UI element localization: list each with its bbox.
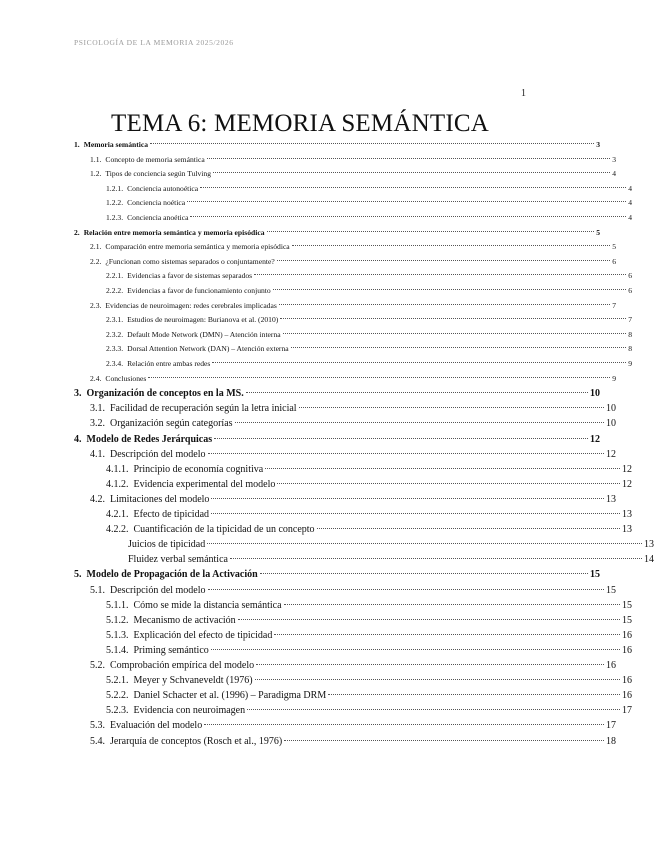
- toc-entry-page: 12: [590, 433, 600, 445]
- toc-entry-number: 2.2.2.: [106, 286, 124, 295]
- toc-entry[interactable]: [0, 569, 600, 580]
- toc-entry-number: 5.4.: [90, 735, 105, 747]
- toc-leader-dots: [214, 438, 588, 439]
- toc-entry-page: 9: [628, 359, 632, 368]
- toc-entry[interactable]: [0, 184, 632, 193]
- toc-entry-label: Dorsal Attention Network (DAN) – Atención externa: [127, 344, 289, 354]
- toc-entry-label: Relación entre ambas redes: [127, 359, 211, 368]
- toc-entry-label: Facilidad de recuperación según la letra inicial: [110, 403, 297, 415]
- toc-entry-page: 17: [622, 705, 632, 717]
- toc-leader-dots: [328, 694, 620, 695]
- toc-leader-dots: [265, 468, 620, 469]
- toc-entry-page: 13: [606, 493, 616, 505]
- toc-leader-dots: [260, 573, 588, 574]
- toc-leader-dots: [235, 422, 604, 423]
- toc-entry-label: Organización según categorías: [110, 418, 233, 430]
- toc-entry-page: 5: [596, 227, 600, 237]
- toc-leader-dots: [284, 604, 620, 605]
- toc-entry-page: 15: [622, 614, 632, 626]
- toc-entry-label: Fluidez verbal semántica: [128, 554, 228, 566]
- toc-entry[interactable]: [0, 418, 616, 429]
- toc-entry-page: 4: [628, 213, 632, 222]
- toc-entry-page: 4: [628, 183, 632, 193]
- toc-leader-dots: [211, 498, 604, 499]
- toc-entry-label: Conciencia anoética: [127, 213, 189, 222]
- toc-entry-page: 12: [622, 463, 632, 475]
- toc-entry[interactable]: [0, 198, 632, 207]
- toc-leader-dots: [317, 528, 620, 529]
- toc-entry-page: 8: [628, 344, 632, 354]
- toc-entry-page: 8: [628, 329, 632, 339]
- toc-entry-page: 15: [622, 599, 632, 611]
- toc-leader-dots: [246, 392, 588, 393]
- toc-entry-label: Memoria semántica: [83, 140, 149, 149]
- toc-leader-dots: [190, 216, 626, 217]
- toc-entry-label: Concepto de memoria semántica: [105, 154, 205, 164]
- toc-entry-label: Conciencia autonoética: [127, 183, 199, 193]
- toc-entry-page: 16: [606, 660, 616, 671]
- toc-entry-number: 4.: [74, 433, 82, 445]
- toc-entry-label: Evidencias a favor de sistemas separados: [127, 271, 253, 281]
- toc-leader-dots: [211, 513, 620, 514]
- toc-entry-number: 5.: [74, 569, 82, 581]
- page-number: 1: [521, 88, 526, 99]
- toc-entry-label: Descripción del modelo: [110, 448, 206, 460]
- toc-entry[interactable]: [0, 228, 600, 237]
- toc-entry-label: ¿Funcionan como sistemas separados o conjuntamente?: [105, 256, 275, 266]
- toc-leader-dots: [274, 634, 620, 635]
- toc-entry[interactable]: [0, 155, 616, 164]
- toc-entry-number: 4.1.2.: [106, 478, 129, 490]
- toc-entry-page: 4: [612, 169, 616, 179]
- toc-leader-dots: [211, 649, 620, 650]
- toc-entry-label: Cómo se mide la distancia semántica: [133, 599, 282, 611]
- toc-entry-number: 1.1.: [90, 154, 102, 164]
- toc-entry-number: 3.2.: [90, 418, 105, 430]
- toc-entry-number: 2.4.: [90, 373, 102, 383]
- toc-entry-number: 5.1.1.: [106, 599, 129, 611]
- toc-entry[interactable]: [0, 615, 632, 626]
- toc-entry-label: Evaluación del modelo: [110, 720, 203, 732]
- toc-entry-number: 2.3.1.: [106, 315, 124, 325]
- toc-entry-number: 2.2.: [90, 256, 102, 266]
- toc-entry-number: 4.2.2.: [106, 524, 129, 536]
- toc-entry-number: 5.1.4.: [106, 644, 129, 656]
- toc-leader-dots: [279, 304, 610, 305]
- toc-entry-label: Evidencias de neuroimagen: redes cerebrales implicadas: [105, 300, 277, 310]
- toc-entry-label: Daniel Schacter et al. (1996) – Paradigma DRM: [133, 690, 327, 702]
- toc-leader-dots: [291, 347, 627, 348]
- toc-entry-page: 18: [606, 735, 616, 747]
- toc-entry-page: 6: [612, 256, 616, 266]
- toc-entry-label: Modelo de Propagación de la Activación: [86, 569, 258, 581]
- toc-entry-page: 16: [622, 629, 632, 641]
- toc-entry[interactable]: [0, 140, 600, 149]
- toc-entry-label: Priming semántico: [133, 644, 209, 656]
- toc-entry-page: 16: [622, 690, 632, 702]
- toc-entry-number: 1.: [74, 140, 80, 149]
- toc-entry[interactable]: [0, 539, 654, 550]
- toc-entry-number: 1.2.2.: [106, 198, 124, 208]
- toc-entry-label: Estudios de neuroimagen: Burianova et al. (2010): [127, 315, 279, 325]
- toc-entry-number: 4.1.1.: [106, 463, 129, 475]
- toc-entry-number: 1.2.1.: [106, 183, 124, 193]
- toc-entry-page: 10: [606, 418, 616, 430]
- toc-leader-dots: [204, 724, 604, 725]
- document-title: TEMA 6: MEMORIA SEMÁNTICA: [111, 110, 489, 137]
- toc-leader-dots: [213, 172, 610, 173]
- toc-entry-label: Meyer y Schvaneveldt (1976): [133, 675, 253, 687]
- toc-leader-dots: [277, 483, 620, 484]
- toc-entry-label: Conclusiones: [105, 373, 147, 383]
- toc-leader-dots: [230, 558, 642, 559]
- toc-entry-label: Evidencia experimental del modelo: [133, 478, 276, 490]
- toc-entry[interactable]: [0, 359, 632, 368]
- toc-entry-page: 16: [622, 644, 632, 656]
- toc-entry-number: 5.1.: [90, 584, 105, 596]
- toc-entry-number: 5.2.1.: [106, 675, 129, 687]
- toc-entry[interactable]: [0, 660, 616, 671]
- toc-entry-label: Efecto de tipicidad: [133, 509, 210, 520]
- toc-entry-page: 6: [628, 286, 632, 295]
- toc-entry-page: 10: [590, 388, 600, 400]
- toc-entry-number: 5.2.: [90, 660, 105, 671]
- toc-entry-label: Cuantificación de la tipicidad de un concepto: [133, 524, 315, 536]
- toc-entry[interactable]: [0, 330, 632, 339]
- toc-entry-page: 13: [622, 524, 632, 536]
- toc-entry-number: 2.3.4.: [106, 359, 124, 368]
- toc-entry-number: 4.2.: [90, 493, 105, 505]
- toc-leader-dots: [238, 619, 620, 620]
- toc-entry-page: 15: [606, 584, 616, 596]
- toc-entry[interactable]: [0, 645, 632, 656]
- toc-entry-page: 4: [628, 198, 632, 208]
- toc-entry-number: 3.1.: [90, 403, 105, 415]
- toc-entry[interactable]: [0, 464, 632, 475]
- toc-entry-number: 5.1.3.: [106, 629, 129, 641]
- toc-leader-dots: [247, 709, 620, 710]
- toc-entry-page: 5: [612, 242, 616, 252]
- toc-entry-label: Explicación del efecto de tipicidad: [133, 629, 273, 641]
- toc-entry-page: 3: [596, 140, 600, 149]
- toc-entry-label: Mecanismo de activación: [133, 614, 236, 626]
- toc-entry-label: Descripción del modelo: [110, 584, 206, 596]
- toc-leader-dots: [208, 453, 604, 454]
- toc-entry-label: Default Mode Network (DMN) – Atención interna: [127, 329, 281, 339]
- running-header: PSICOLOGÍA DE LA MEMORIA 2025/2026: [74, 38, 234, 47]
- toc-entry[interactable]: [0, 271, 632, 280]
- toc-entry[interactable]: [0, 242, 616, 251]
- toc-entry[interactable]: [0, 600, 632, 611]
- toc-entry[interactable]: [0, 286, 632, 295]
- toc-entry-number: 2.3.2.: [106, 329, 124, 339]
- toc-entry-label: Principio de economía cognitiva: [133, 463, 264, 475]
- toc-entry[interactable]: [0, 257, 616, 266]
- toc-leader-dots: [187, 201, 626, 202]
- toc-entry[interactable]: [0, 675, 632, 686]
- toc-entry-page: 16: [622, 675, 632, 687]
- toc-entry[interactable]: [0, 434, 600, 445]
- toc-entry-page: 13: [644, 539, 654, 551]
- toc-entry-number: 1.2.3.: [106, 213, 124, 222]
- toc-entry-page: 15: [590, 569, 600, 581]
- toc-leader-dots: [255, 679, 620, 680]
- toc-entry-page: 14: [644, 554, 654, 566]
- toc-entry[interactable]: [0, 388, 600, 399]
- toc-entry-page: 12: [606, 448, 616, 460]
- toc-leader-dots: [256, 664, 604, 665]
- toc-entry-label: Modelo de Redes Jerárquicas: [86, 433, 213, 445]
- toc-leader-dots: [208, 589, 604, 590]
- toc-entry-label: Comparación entre memoria semántica y memoria episódica: [105, 242, 290, 252]
- toc-entry[interactable]: [0, 479, 632, 490]
- toc-entry[interactable]: [0, 344, 632, 353]
- toc-entry[interactable]: [0, 169, 616, 178]
- toc-entry-label: Juicios de tipicidad: [128, 539, 206, 551]
- toc-entry-page: 9: [612, 373, 616, 383]
- toc-leader-dots: [150, 143, 594, 144]
- toc-leader-dots: [254, 274, 626, 275]
- toc-entry[interactable]: [0, 494, 616, 505]
- toc-entry[interactable]: [0, 554, 654, 565]
- toc-entry-number: 5.1.2.: [106, 614, 129, 626]
- toc-leader-dots: [212, 362, 626, 363]
- toc-entry-label: Evidencia con neuroimagen: [133, 705, 246, 717]
- toc-entry-number: 5.2.3.: [106, 705, 129, 717]
- toc-entry-number: 4.1.: [90, 448, 105, 460]
- toc-entry-label: Organización de conceptos en la MS.: [86, 388, 244, 400]
- toc-entry[interactable]: [0, 524, 632, 535]
- toc-entry-number: 2.3.: [90, 300, 102, 310]
- toc-entry-label: Limitaciones del modelo: [110, 493, 210, 505]
- toc-entry[interactable]: [0, 736, 616, 747]
- toc-entry[interactable]: [0, 213, 632, 222]
- toc-entry[interactable]: [0, 449, 616, 460]
- toc-entry-number: 1.2.: [90, 169, 102, 179]
- toc-entry-label: Comprobación empírica del modelo: [110, 660, 255, 671]
- toc-entry[interactable]: [0, 705, 632, 716]
- toc-entry[interactable]: [0, 690, 632, 701]
- toc-entry[interactable]: [0, 403, 616, 414]
- toc-entry-label: Evidencias a favor de funcionamiento conjunto: [127, 286, 271, 295]
- toc-leader-dots: [207, 158, 610, 159]
- toc-entry-number: 2.3.3.: [106, 344, 124, 354]
- toc-leader-dots: [283, 333, 627, 334]
- toc-leader-dots: [280, 318, 626, 319]
- toc-leader-dots: [273, 289, 627, 290]
- toc-entry-label: Conciencia noética: [127, 198, 186, 208]
- toc-entry[interactable]: [0, 585, 616, 596]
- toc-leader-dots: [200, 187, 626, 188]
- toc-leader-dots: [207, 543, 642, 544]
- toc-entry-number: 4.2.1.: [106, 509, 129, 520]
- toc-entry-number: 2.2.1.: [106, 271, 124, 281]
- toc-leader-dots: [299, 407, 604, 408]
- toc-leader-dots: [292, 245, 611, 246]
- toc-entry-number: 2.: [74, 227, 80, 237]
- toc-entry-label: Tipos de conciencia según Tulving: [105, 169, 212, 179]
- toc-entry[interactable]: [0, 720, 616, 731]
- toc-entry-number: 5.2.2.: [106, 690, 129, 702]
- toc-entry[interactable]: [0, 630, 632, 641]
- toc-entry-page: 6: [628, 271, 632, 281]
- toc-entry-page: 17: [606, 720, 616, 732]
- toc-entry-page: 13: [622, 509, 632, 520]
- toc-entry-page: 7: [612, 300, 616, 310]
- toc-entry-number: 3.: [74, 388, 82, 400]
- toc-entry-page: 3: [612, 154, 616, 164]
- toc-leader-dots: [277, 260, 610, 261]
- toc-entry-label: Jerarquía de conceptos (Rosch et al., 1976): [110, 735, 283, 747]
- toc-entry[interactable]: [0, 509, 632, 520]
- toc-entry-page: 7: [628, 315, 632, 325]
- toc-entry-number: 2.1.: [90, 242, 102, 252]
- toc-entry-label: Relación entre memoria semántica y memoria episódica: [83, 227, 265, 237]
- toc-entry[interactable]: [0, 315, 632, 324]
- toc-entry-page: 10: [606, 403, 616, 415]
- toc-entry-page: 12: [622, 478, 632, 490]
- toc-leader-dots: [284, 740, 604, 741]
- toc-leader-dots: [267, 231, 595, 232]
- toc-entry-number: 5.3.: [90, 720, 105, 732]
- toc-leader-dots: [148, 377, 610, 378]
- toc-entry[interactable]: [0, 301, 616, 310]
- toc-entry[interactable]: [0, 374, 616, 383]
